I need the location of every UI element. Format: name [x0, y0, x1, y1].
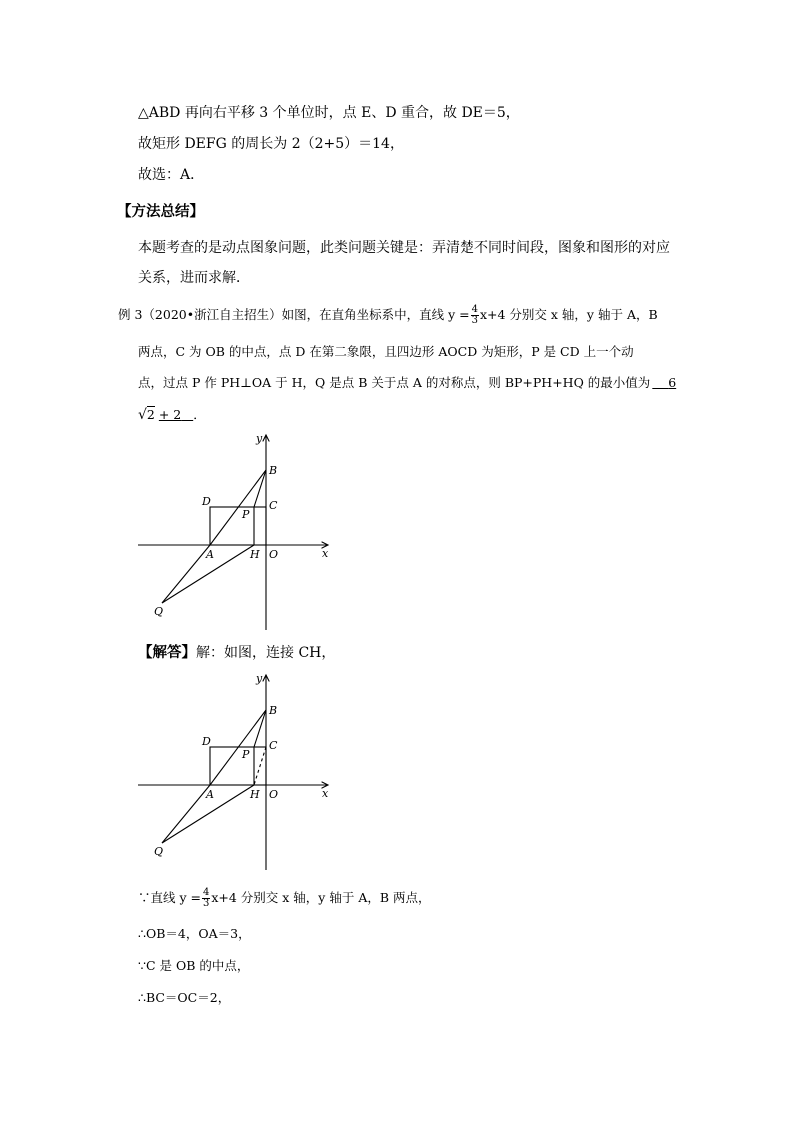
example3-line-4: [138, 405, 206, 425]
label-q: Q: [154, 845, 164, 858]
figure-2: [130, 665, 345, 875]
sqrt-icon: √: [138, 407, 147, 423]
segment-aq: [162, 785, 210, 843]
label-o: O: [269, 548, 279, 561]
example3-answer-a: 6: [668, 375, 677, 390]
example3-answer-blank: [652, 375, 676, 390]
solution-step-2: ∴OB＝4，OA＝3，: [138, 926, 251, 941]
example3-suffix: x+4 分别交 x 轴，y 轴于 A，B: [479, 307, 658, 322]
label-p: P: [242, 508, 250, 521]
label-b: B: [269, 704, 278, 717]
solution-step-3: ∵C 是 OB 的中点，: [138, 958, 250, 973]
step1-fraction: [202, 888, 210, 909]
label-x: x: [322, 547, 329, 560]
example3-prefix: 例 3（2020•浙江自主招生）如图，在直角坐标系中，直线 y =: [118, 307, 470, 322]
step1-frac-den: 3: [202, 898, 210, 909]
method-summary-line-2: 关系，进而求解．: [138, 270, 250, 286]
label-y: y: [256, 672, 263, 685]
label-c: C: [269, 499, 278, 512]
example3-line-3-text: 点，过点 P 作 PH⊥OA 于 H，Q 是点 B 关于点 A 的对称点，则 BP+PH+HQ 的最小值为: [138, 375, 651, 390]
label-q: Q: [154, 605, 164, 618]
prev-solution-line-2: 故矩形 DEFG 的周长为 2（2+5）＝14，: [138, 136, 404, 152]
example3-end: ．: [193, 407, 206, 422]
example3-fraction: [471, 305, 479, 326]
segment-ch-dashed: [254, 747, 266, 785]
label-b: B: [269, 464, 278, 477]
figure-1: [130, 425, 345, 635]
solution-step-4: ∴BC＝OC＝2，: [138, 990, 231, 1005]
rectangle-aocd: [210, 507, 266, 545]
label-o: O: [269, 788, 279, 801]
solution-heading: 【解答】: [138, 645, 196, 661]
step1-prefix: ∵直线 y =: [138, 890, 201, 905]
rectangle-aocd: [210, 747, 266, 785]
example3-answer-sqrt: 2: [146, 407, 155, 422]
solution-intro-line: [138, 643, 335, 663]
segment-aq: [162, 545, 210, 603]
prev-solution-line-3: 故选：A．: [138, 167, 205, 183]
segment-bp: [254, 470, 266, 507]
method-summary-heading: 【方法总结】: [117, 204, 204, 220]
solution-step-1: [138, 888, 431, 909]
solution-intro: 解：如图，连接 CH，: [196, 645, 336, 661]
method-summary-line-1: 本题考查的是动点图象问题，此类问题关键是：弄清楚不同时间段，图象和图形的对应: [138, 240, 670, 256]
label-h: H: [250, 788, 260, 801]
label-h: H: [250, 548, 260, 561]
example3-answer-b: + 2: [158, 407, 182, 422]
prev-solution-line-1: △ABD 再向右平移 3 个单位时，点 E、D 重合，故 DE＝5，: [138, 105, 520, 121]
label-c: C: [269, 739, 278, 752]
label-y: y: [256, 432, 263, 445]
example3-frac-den: 3: [471, 315, 478, 326]
step1-frac-num: 4: [202, 887, 210, 898]
label-x: x: [322, 787, 329, 800]
label-d: D: [202, 495, 211, 508]
example3-frac-num: 4: [471, 304, 478, 315]
label-a: A: [206, 788, 214, 801]
example3-line-2: 两点，C 为 OB 的中点，点 D 在第二象限，且四边形 AOCD 为矩形，P 是 CD 上一个动: [138, 344, 634, 359]
example3-line-1: [118, 305, 658, 326]
example3-line-3: [138, 373, 676, 393]
label-d: D: [202, 735, 211, 748]
segment-bp: [254, 710, 266, 747]
label-a: A: [206, 548, 214, 561]
step1-suffix: x+4 分别交 x 轴，y 轴于 A，B 两点，: [211, 890, 431, 905]
label-p: P: [242, 748, 250, 761]
